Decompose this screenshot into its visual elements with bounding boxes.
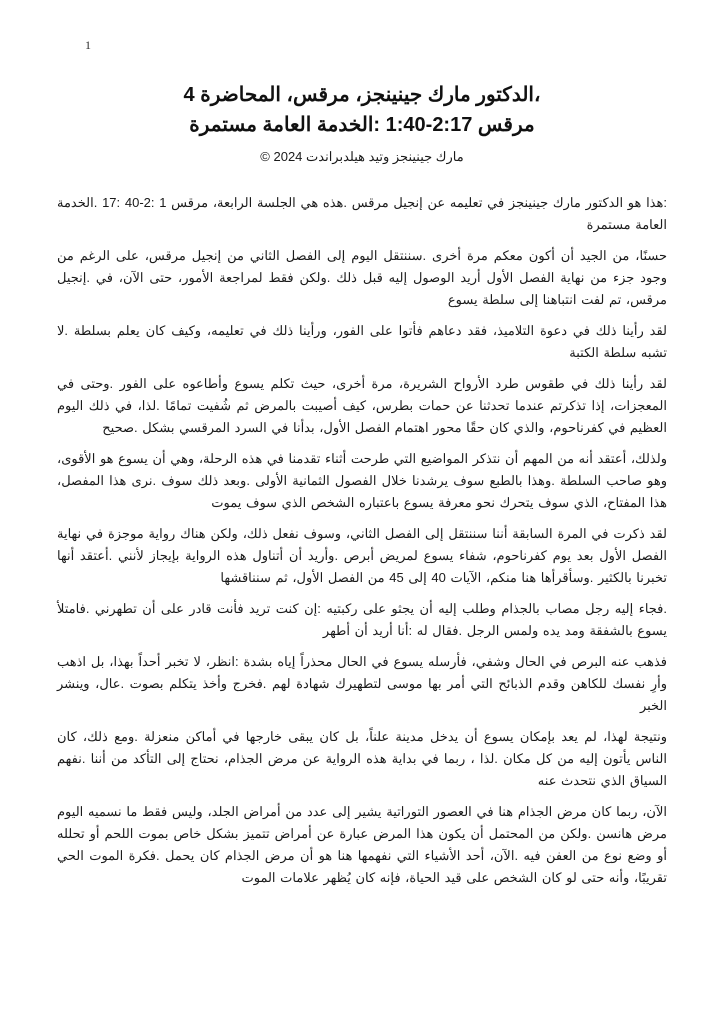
paragraph: لقد رأينا ذلك في طقوس طرد الأرواح الشريرة، مرة أخرى، حيث تكلم يسوع وأطاعوه على الفور .وحتى في المعجزات، إذا تذكرتم عندما تحدثنا عن حمات بطرس، كيف أصيبت بالمرض ثم شُفيت تمامًا .لذا، في ذلك اليوم العظيم في كفرناحوم، والذي كان حقًا محور اهتمام الفصل الأول، بدأنا في السرد المرقسي بشكل .صحيح xyxy=(57,376,667,435)
paragraph: الآن، ربما كان مرض الجذام هنا في العصور التوراتية يشير إلى عدد من أمراض الجلد، وليس فقط ما نسميه اليوم مرض هانسن .ولكن من المحتمل أن يكون هذا المرض عبارة عن أمراض تتميز بشكل خاص بموت اللحم أو تحلله أو وضع نوع من العفن فيه .الآن، أحد الأشياء التي نفهمها هنا هو أن مرض الجذام كان يحمل .فكرة الموت الحي تقريبًا، وأنه حتى لو كان الشخص على قيد الحياة، فإنه كان يُظهر علامات الموت xyxy=(57,804,667,885)
paragraph: لقد ذكرت في المرة السابقة أننا سننتقل إلى الفصل الثاني، وسوف نفعل ذلك، ولكن هناك رواية موجزة في نهاية الفصل الأول بعد يوم كفرناحوم، شفاء يسوع لمريض أبرص .وأريد أن أتناول هذه الرواية بإيجاز لأنني .أعتقد أنها تخبرنا بالكثير .وسأقرأها هنا منكم، الآيات 40 إلى 45 من الفصل الأول، ثم سنناقشها xyxy=(57,526,667,585)
paragraph: ونتيجة لهذا، لم يعد بإمكان يسوع أن يدخل مدينة علناً، بل كان يبقى خارجها في أماكن منعزلة .ومع ذلك، كان الناس يأتون إليه من كل مكان .لذا ، ربما في بداية هذه الرواية عن مرض الجذام، نحتاج إلى التأكد من أننا .نفهم السياق الذي نتحدث عنه xyxy=(57,729,667,788)
page-number: 1 xyxy=(85,38,91,52)
paragraph: لقد رأينا ذلك في دعوة التلاميذ، فقد دعاهم فأتوا على الفور، ورأينا ذلك في تعليمه، وكيف كان يعلم بسلطة .لا تشبه سلطة الكتبة xyxy=(57,323,667,360)
paragraph: حسنًا، من الجيد أن أكون معكم مرة أخرى .سننتقل اليوم إلى الفصل الثاني من إنجيل مرقس، على الرغم من وجود جزء من نهاية الفصل الأول أريد الوصول إليه قبل ذلك .ولكن فقط لمراجعة الأمور، حتى الآن، في .إنجيل مرقس، تم لفت انتباهنا إلى سلطة يسوع xyxy=(57,248,667,307)
document-header xyxy=(0,0,724,166)
transcript-body xyxy=(57,192,667,889)
paragraph: .فجاء إليه رجل مصاب بالجذام وطلب إليه أن يجثو على ركبتيه :إن كنت تريد فأنت قادر على أن تطهرني .فامتلأ يسوع بالشفقة ومد يده ولمس الرجل .فقال له :أنا أريد أن أطهر xyxy=(57,601,667,638)
paragraph: :هذا هو الدكتور مارك جينينجز في تعليمه عن إنجيل مرقس .هذه هي الجلسة الرابعة، مرقس 1 :2-40 :17 .الخدمة العامة مستمرة xyxy=(57,195,667,232)
copyright-line: مارك جينينجز وتيد هيلدبراندت 2024 © xyxy=(260,149,464,164)
document-title-line-2: مرقس 2:17-1:40 :الخدمة العامة مستمرة xyxy=(189,114,535,136)
paragraph: ولذلك، أعتقد أنه من المهم أن نتذكر المواضيع التي طرحت أثناء تقدمنا في هذه الرحلة، وهي أن يسوع هو الأقوى، وهو صاحب السلطة .وهذا بالطبع سوف يرشدنا خلال الفصول الثمانية الأولى .وبعد ذلك سوف .نرى هذا المفصل، هذا المفتاح، الذي سوف يتحرك نحو معرفة يسوع باعتباره الشخص الذي سوف يموت xyxy=(57,451,667,510)
paragraph: فذهب عنه البرص في الحال وشفي، فأرسله يسوع في الحال محذراً إياه بشدة :انظر، لا تخبر أحداً بهذا، بل اذهب وأرِ نفسك للكاهن وقدم الذبائح التي أمر بها موسى لتطهيرك شهادة لهم .فخرج وأخذ يتكلم بصوت .عال، وينشر الخبر xyxy=(57,654,667,713)
document-title-line-1: ،الدكتور مارك جينينجز، مرقس، المحاضرة 4 xyxy=(183,84,541,106)
